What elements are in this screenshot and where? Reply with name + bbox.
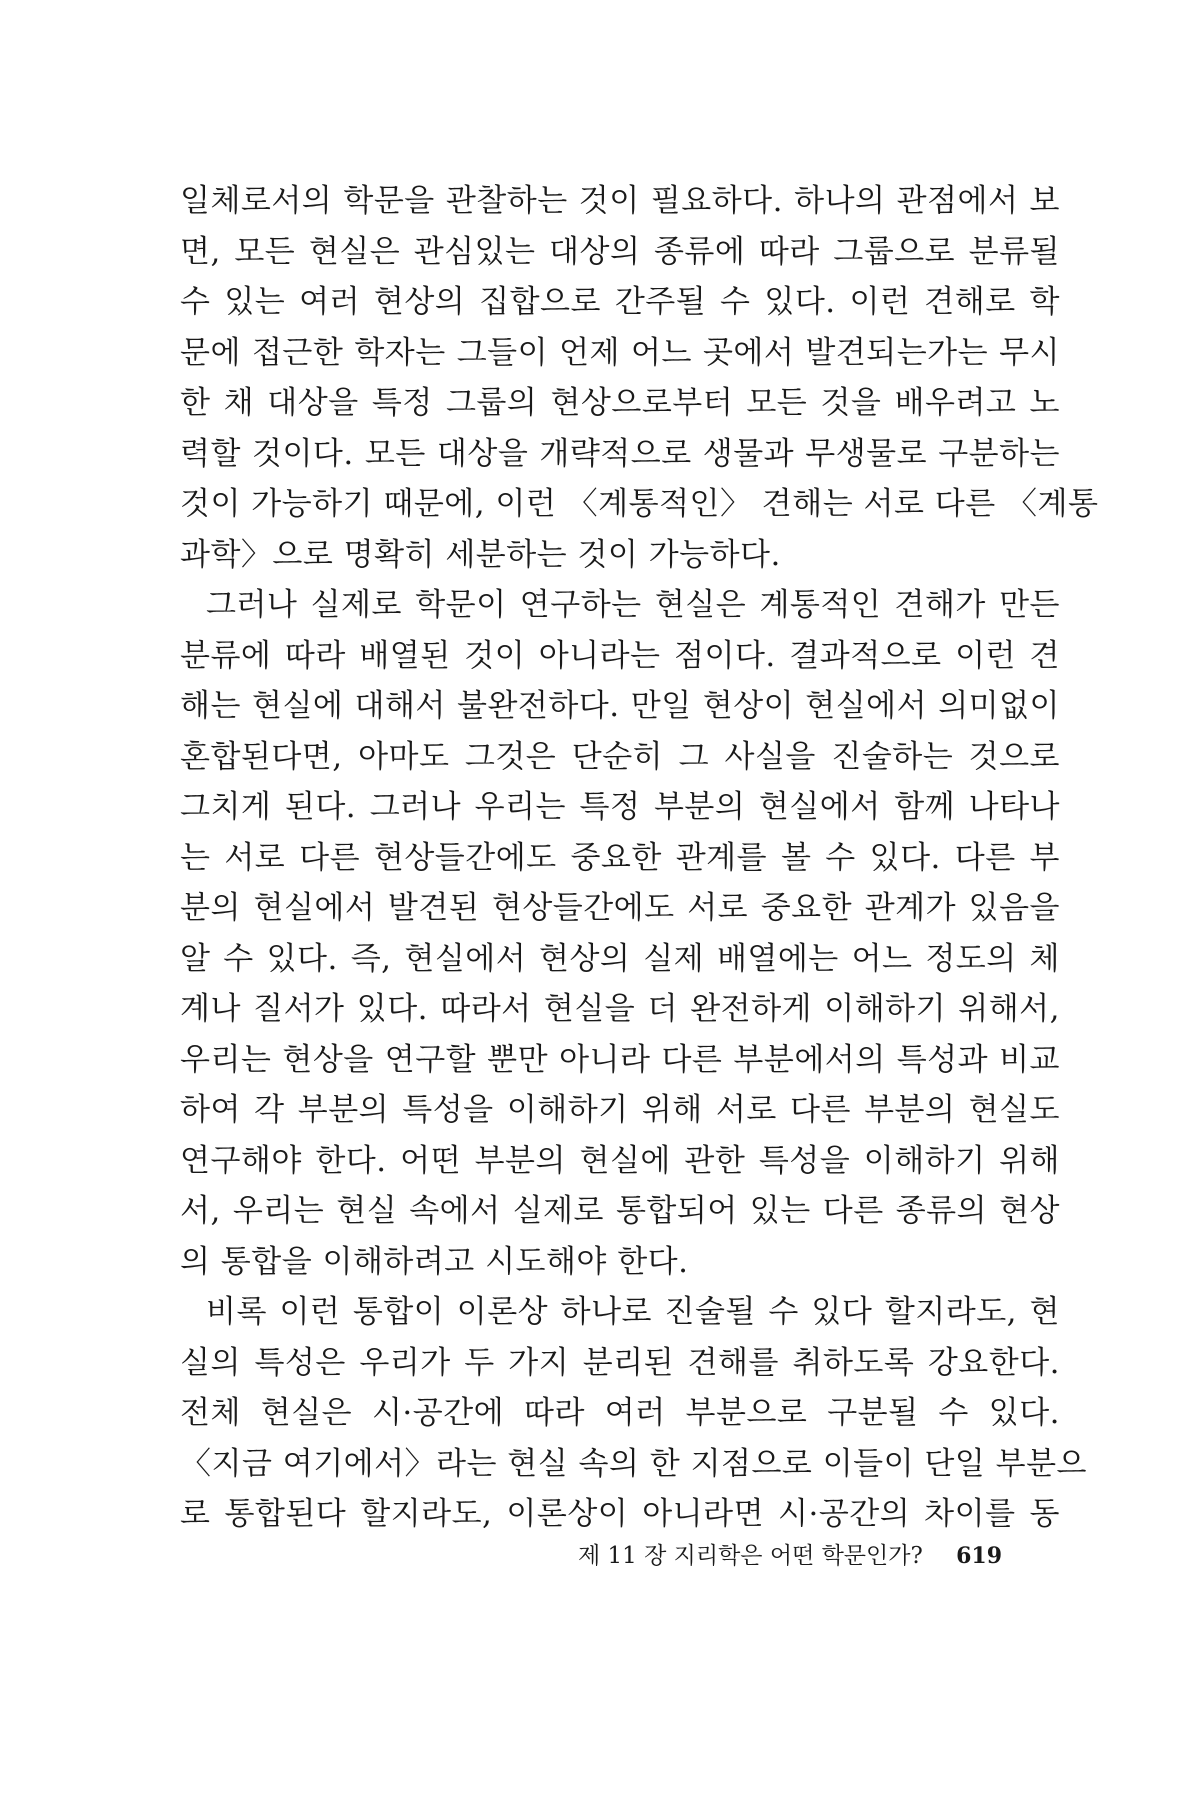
page-footer [578, 1534, 1058, 1578]
paragraph-2 [180, 580, 1060, 1287]
text-line: 알 수 있다. 즉, 현실에서 현상의 실제 배열에는 어느 정도의 체 [180, 940, 1060, 977]
text-line: 계나 질서가 있다. 따라서 현실을 더 완전하게 이해하기 위해서, [180, 991, 1060, 1027]
text-line: 연구해야 한다. 어떤 부분의 현실에 관한 특성을 이해하기 위해 [180, 1142, 1060, 1179]
text-line: 는 서로 다른 현상들간에도 중요한 관계를 볼 수 있다. 다른 부 [180, 839, 1060, 876]
text-line: 비록 이런 통합이 이론상 하나로 진술될 수 있다 할지라도, 현 [206, 1294, 1060, 1330]
text-line: 그러나 실제로 학문이 연구하는 현실은 계통적인 견해가 만든 [206, 587, 1060, 623]
paragraph-3 [180, 1287, 1087, 1540]
text-line: 력할 것이다. 모든 대상을 개략적으로 생물과 무생물로 구분하는 [180, 435, 1060, 472]
text-line: 그치게 된다. 그러나 우리는 특정 부분의 현실에서 함께 나타나 [180, 789, 1060, 825]
text-line: 하여 각 부분의 특성을 이해하기 위해 서로 다른 부분의 현실도 [180, 1092, 1060, 1128]
text-line: 수 있는 여러 현상의 집합으로 간주될 수 있다. 이런 견해로 학 [180, 284, 1060, 320]
text-line: 전체 현실은 시·공간에 따라 여러 부분으로 구분될 수 있다. [180, 1395, 1060, 1431]
text-line: 서, 우리는 현실 속에서 실제로 통합되어 있는 다른 종류의 현상 [180, 1193, 1060, 1229]
text-line: 한 채 대상을 특정 그룹의 현상으로부터 모든 것을 배우려고 노 [180, 385, 1060, 421]
text-line: 해는 현실에 대해서 불완전하다. 만일 현상이 현실에서 의미없이 [180, 688, 1060, 724]
text-line: 의 통합을 이해하려고 시도해야 한다. [180, 1243, 689, 1280]
text-line: 일체로서의 학문을 관찰하는 것이 필요하다. 하나의 관점에서 보 [180, 183, 1060, 219]
body-text [180, 176, 1099, 1540]
text-line: 과학〉으로 명확히 세분하는 것이 가능하다. [180, 536, 781, 573]
text-line: 분류에 따라 배열된 것이 아니라는 점이다. 결과적으로 이런 견 [180, 637, 1060, 674]
text-line: 혼합된다면, 아마도 그것은 단순히 그 사실을 진술하는 것으로 [180, 738, 1060, 775]
text-line: 분의 현실에서 발견된 현상들간에도 서로 중요한 관계가 있음을 [180, 890, 1060, 926]
text-line: 면, 모든 현실은 관심있는 대상의 종류에 따라 그룹으로 분류될 [180, 233, 1060, 270]
text-line: 로 통합된다 할지라도, 이론상이 아니라면 시·공간의 차이를 동 [180, 1496, 1060, 1532]
text-line: 것이 가능하기 때문에, 이런 〈계통적인〉 견해는 서로 다른 〈계통 [180, 486, 1099, 522]
running-chapter-title: 제 11 장 지리학은 어떤 학문인가? [578, 1543, 923, 1569]
text-line: 〈지금 여기에서〉라는 현실 속의 한 지점으로 이들이 단일 부분으 [180, 1445, 1087, 1482]
page-number: 619 [956, 1543, 1003, 1569]
text-line: 실의 특성은 우리가 두 가지 분리된 견해를 취하도록 강요한다. [180, 1344, 1060, 1381]
paragraph-1 [180, 176, 1099, 580]
text-line: 우리는 현상을 연구할 뿐만 아니라 다른 부분에서의 특성과 비교 [180, 1041, 1060, 1078]
text-line: 문에 접근한 학자는 그들이 언제 어느 곳에서 발견되는가는 무시 [180, 334, 1060, 371]
